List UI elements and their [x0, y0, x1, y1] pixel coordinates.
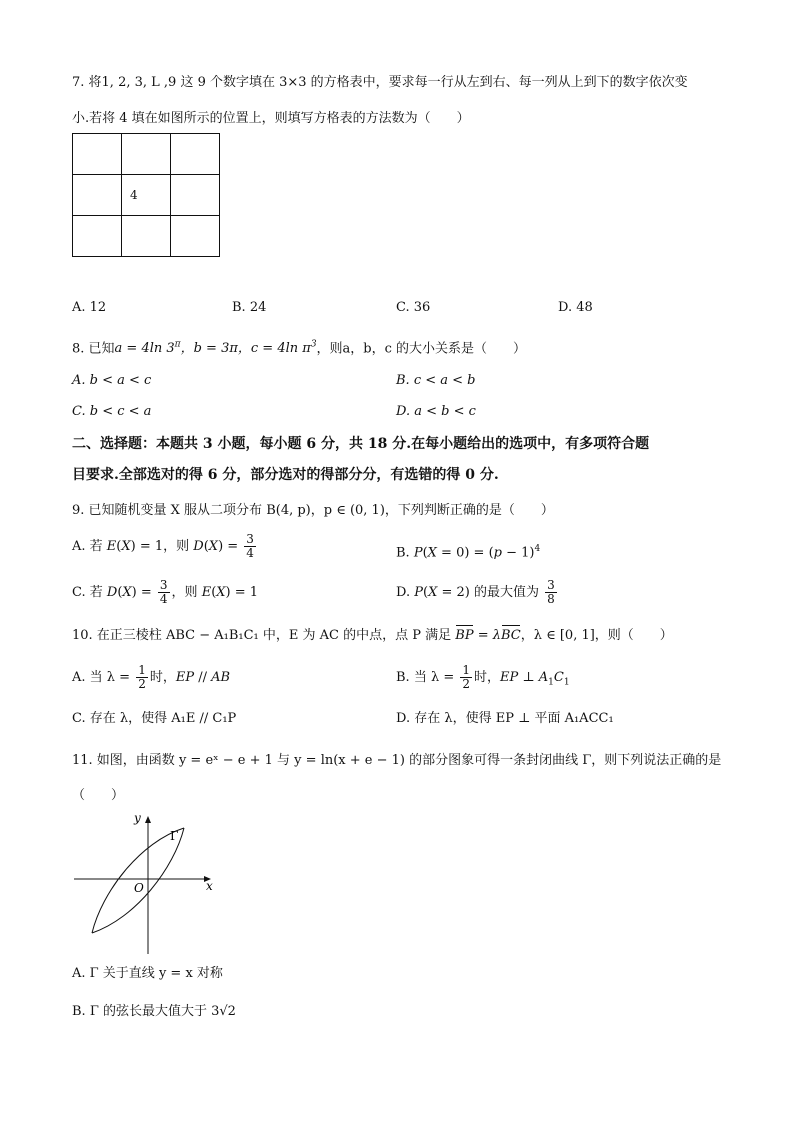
q7-option-a: A. 12 — [72, 300, 107, 315]
x-axis-label: x — [206, 879, 213, 893]
q7-grid — [72, 133, 220, 257]
q7-option-c: C. 36 — [396, 300, 431, 315]
q9-option-c: C. 若 D(X) = $\frac{3}{4}$ ，则 E(X) = 1 — [72, 578, 259, 606]
curve-label: Γ — [170, 829, 179, 843]
grid-cell — [73, 134, 122, 175]
q8-formula: a = 4ln $3^\pi$，b = 3π，c = 4ln $\pi^3$ — [114, 340, 317, 357]
q8-option-c: C. b < c < a — [72, 404, 152, 419]
q10-stem-prefix: 10. 在正三棱柱 ABC − A₁B₁C₁ 中，E 为 AC 的中点，点 P 满足 — [72, 628, 452, 643]
q10-vector-relation: BP = λBC — [455, 628, 520, 643]
grid-cell — [171, 175, 220, 216]
q8-option-d: D. a < b < c — [396, 404, 476, 419]
q7-stem-line1: 7. 将1, 2, 3, L ,9 这 9 个数字填在 3×3 的方格表中，要求每一行从左到右、每一列从上到下的数字依次变 — [72, 75, 688, 90]
q11-figure — [70, 812, 230, 960]
y-axis-arrow — [145, 816, 151, 823]
q8-stem-prefix: 8. 已知 — [72, 341, 115, 357]
section2-line1: 二、选择题：本题共 3 小题，每小题 6 分，共 18 分.在每小题给出的选项中，有多项符合题 — [72, 436, 650, 452]
q9-option-b: B. $P(X = 0) = (p - 1)^4$ — [396, 544, 541, 561]
grid-cell — [73, 216, 122, 257]
q10-option-d: D. 存在 λ，使得 EP ⊥ 平面 A₁ACC₁ — [396, 711, 614, 726]
q9-option-a: A. 若 E(X) = 1，则 D(X) = $\frac{3}{4}$ — [72, 532, 254, 560]
grid-cell — [122, 134, 171, 175]
origin-label: O — [134, 881, 144, 895]
y-axis-label: y — [134, 812, 141, 825]
q7-stem-line2: 小.若将 4 填在如图所示的位置上，则填写方格表的方法数为（ ） — [72, 111, 470, 126]
q11-option-a: A. Γ 关于直线 y = x 对称 — [72, 966, 223, 981]
section2-line2: 目要求.全部选对的得 6 分，部分选对的得部分分，有选错的得 0 分. — [72, 467, 499, 483]
q10-option-c: C. 存在 λ，使得 A₁E // C₁P — [72, 711, 237, 726]
q11-stem-2: （ ） — [72, 788, 125, 803]
q8-option-b: B. c < a < b — [396, 373, 476, 388]
q7-option-b: B. 24 — [232, 300, 267, 315]
q8-stem-suffix: ，则a，b，c 的大小关系是（ ） — [316, 341, 527, 357]
q10-stem — [72, 626, 673, 646]
q9-option-d: D. P(X = 2) 的最大值为 $\frac{3}{8}$ — [396, 578, 555, 606]
grid-cell — [73, 175, 122, 216]
q9-stem: 9. 已知随机变量 X 服从二项分布 B(4, p)，p ∈ (0, 1)，下列判断正确的是（ ） — [72, 503, 554, 518]
q11-stem: 11. 如图，由函数 y = eˣ − e + 1 与 y = ln(x + e − 1) 的部分图象可得一条封闭曲线 Γ，则下列说法正确的是 — [72, 753, 722, 768]
q10-stem-suffix: ，λ ∈ [0, 1]，则（ ） — [520, 628, 673, 643]
q8-option-a: A. b < a < c — [72, 373, 152, 388]
grid-cell — [122, 216, 171, 257]
grid-cell-4: 4 — [122, 175, 171, 216]
q8-stem — [72, 335, 526, 359]
grid-cell — [171, 134, 220, 175]
q11-option-b: B. Γ 的弦长最大值大于 3√2 — [72, 1004, 236, 1019]
q10-option-a: A. 当 λ = $\frac{1}{2}$ 时，EP // AB — [72, 663, 231, 691]
grid-cell — [171, 216, 220, 257]
q10-option-b: B. 当 λ = $\frac{1}{2}$ 时，EP ⊥ $A_1C_1$ — [396, 663, 570, 691]
q7-option-d: D. 48 — [558, 300, 593, 315]
